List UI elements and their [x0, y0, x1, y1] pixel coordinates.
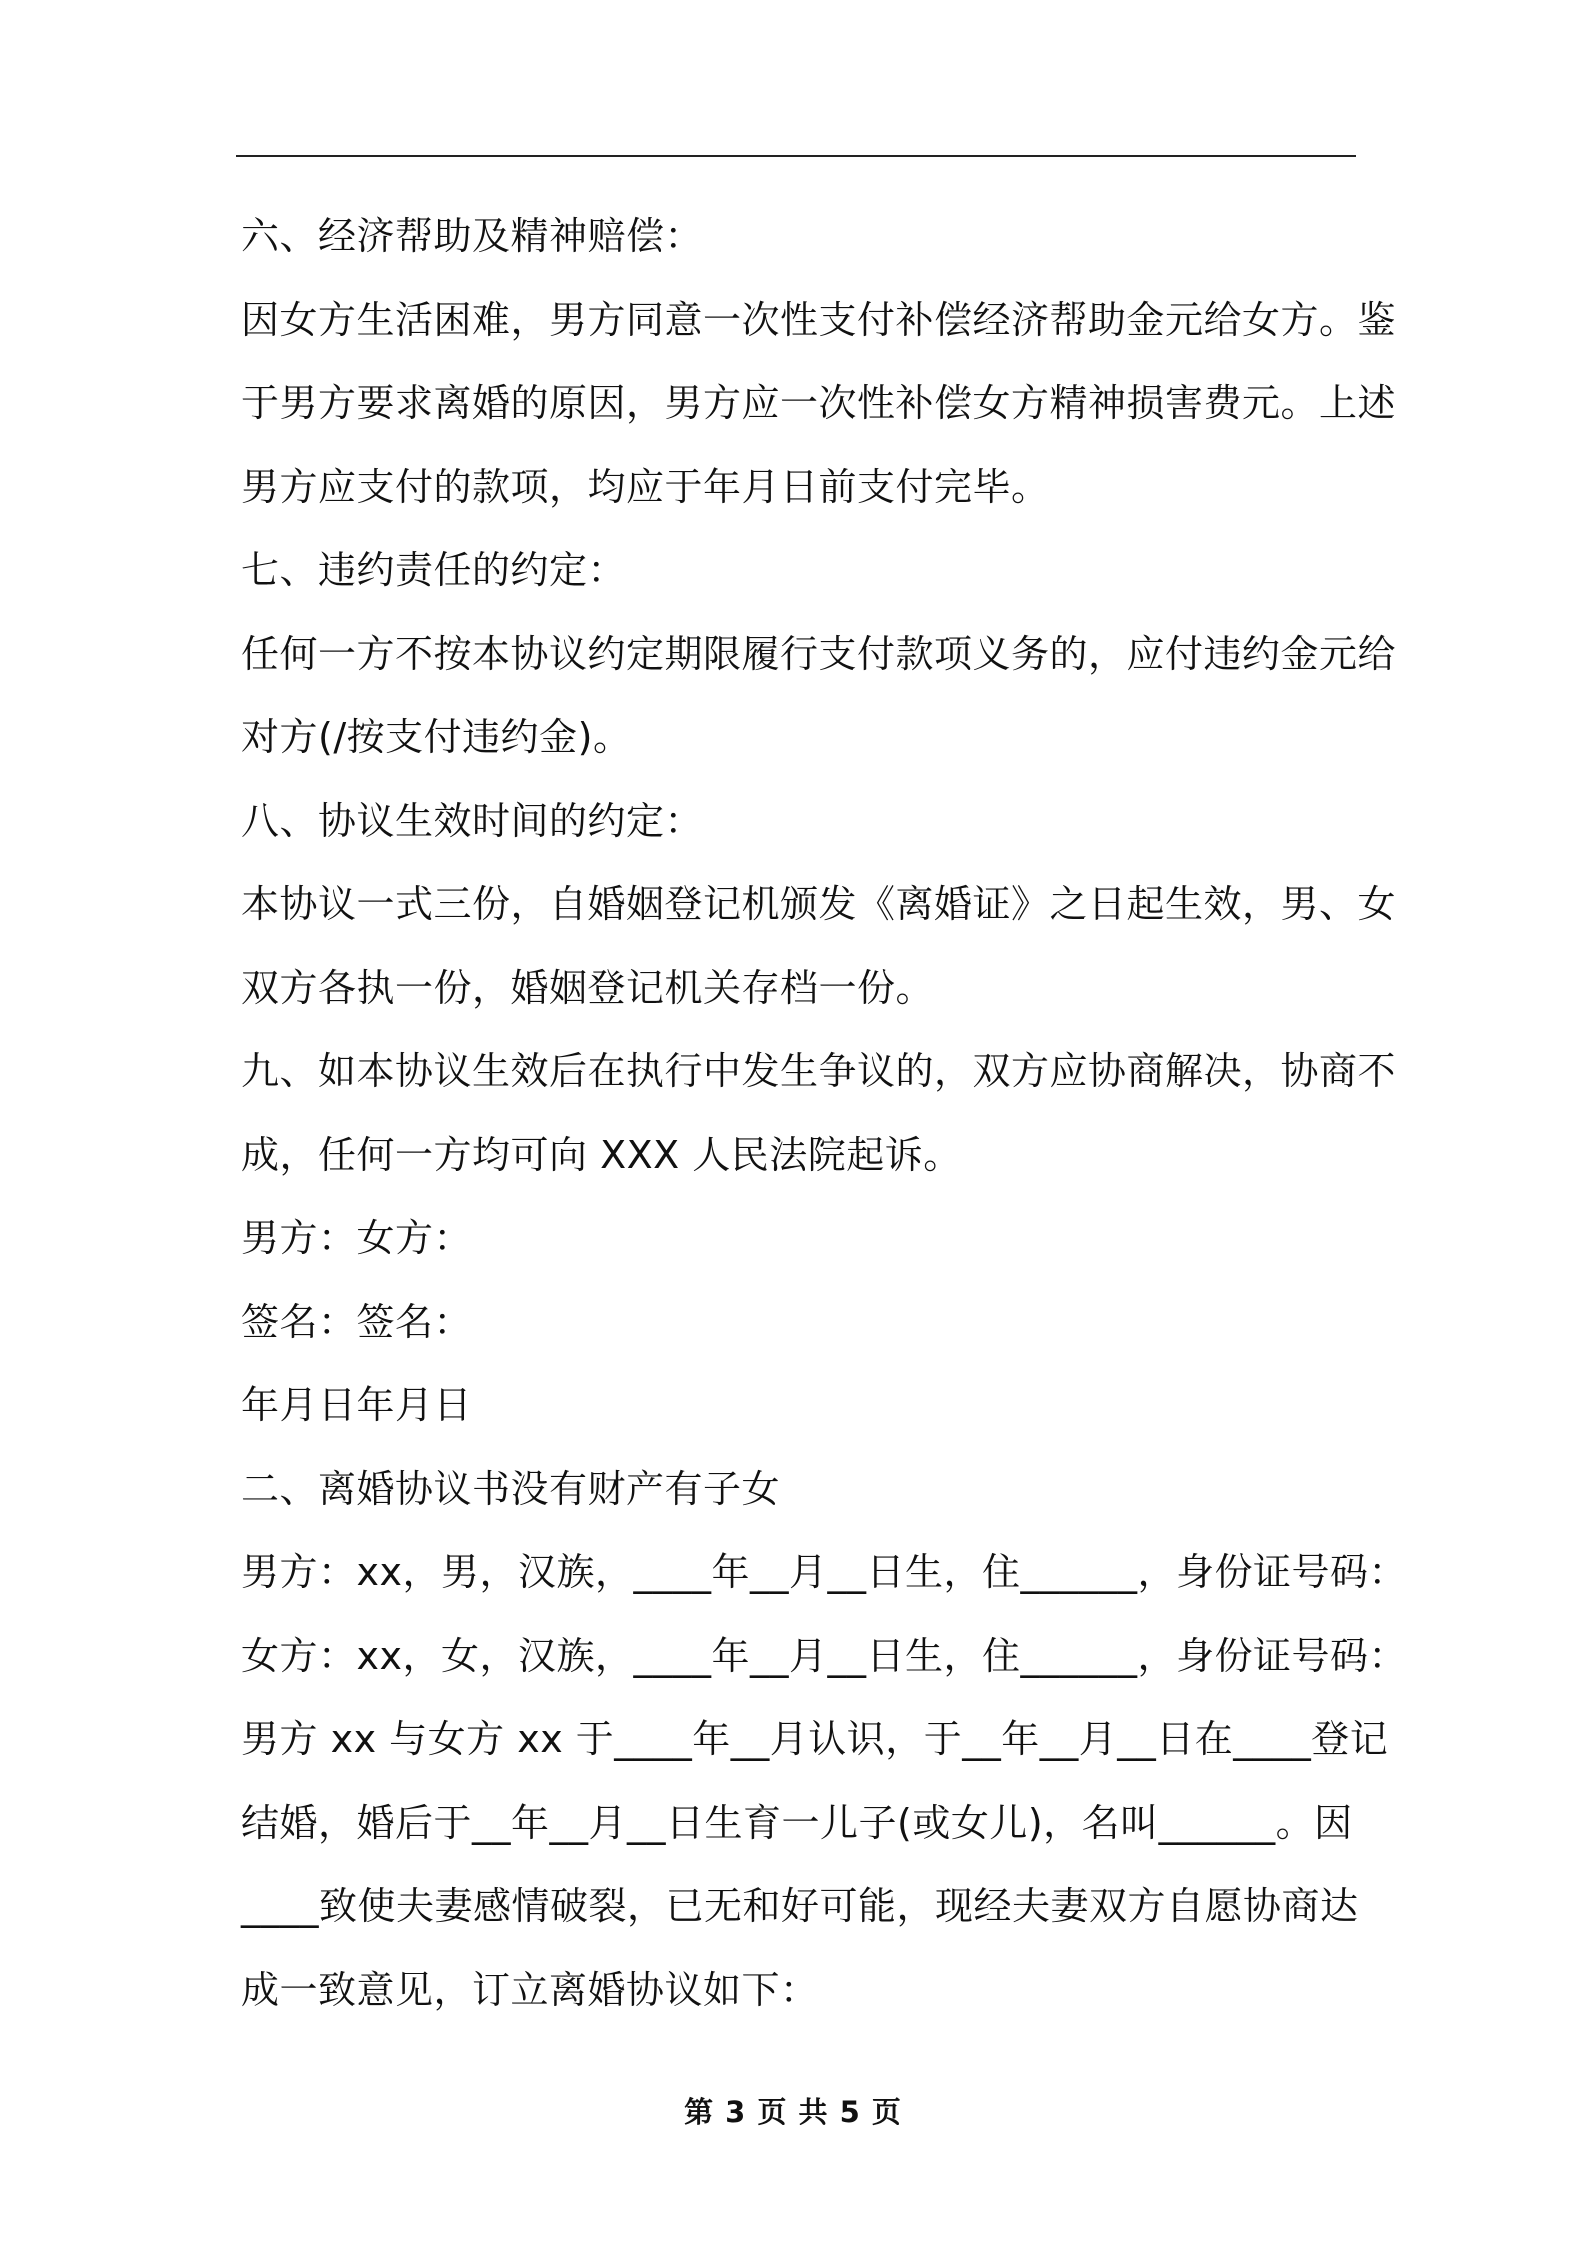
paragraph-line: 因女方生活困难，男方同意一次性支付补偿经济帮助金元给女方。鉴 — [241, 297, 1397, 342]
paragraph-line: 男方：xx，男，汉族，____年__月__日生，住______，身份证号码： — [241, 1550, 1407, 1594]
paragraph-line: 任何一方不按本协议约定期限履行支付款项义务的，应付违约金元给 — [241, 631, 1397, 676]
paragraph-line: 于男方要求离婚的原因，男方应一次性补偿女方精神损害费元。上述 — [241, 381, 1397, 425]
paragraph-line: 双方各执一份，婚姻登记机关存档一份。 — [241, 965, 935, 1010]
paragraph-line: 本协议一式三份，自婚姻登记机颁发《离婚证》之日起生效，男、女 — [241, 882, 1397, 926]
section-heading: 二、离婚协议书没有财产有子女 — [241, 1466, 781, 1511]
paragraph-line: ____致使夫妻感情破裂，已无和好可能，现经夫妻双方自愿协商达 — [241, 1884, 1359, 1928]
paragraph-line: 女方：xx，女，汉族，____年__月__日生，住______，身份证号码： — [241, 1633, 1407, 1678]
header-divider — [236, 155, 1356, 157]
paragraph-line: 成，任何一方均可向 XXX 人民法院起诉。 — [241, 1132, 962, 1177]
paragraph-line: 男方 xx 与女方 xx 于____年__月认识，于__年__月__日在____登记 — [241, 1717, 1389, 1761]
paragraph-line: 结婚，婚后于__年__月__日生育一儿子(或女儿)，名叫______。因 — [241, 1800, 1353, 1845]
section-heading: 六、经济帮助及精神赔偿： — [241, 214, 704, 258]
signature-line: 签名：签名： — [241, 1299, 473, 1344]
page-number: 第 3 页 共 5 页 — [684, 2095, 902, 2129]
signature-parties-line: 男方：女方： — [241, 1216, 473, 1260]
section-heading: 七、违约责任的约定： — [241, 548, 627, 592]
paragraph-line: 成一致意见，订立离婚协议如下： — [241, 1967, 819, 2012]
date-line: 年月日年月日 — [241, 1383, 473, 1427]
paragraph-line: 男方应支付的款项，均应于年月日前支付完毕。 — [241, 464, 1050, 509]
section-heading: 八、协议生效时间的约定： — [241, 798, 704, 843]
paragraph-line: 对方(/按支付违约金)。 — [241, 715, 632, 759]
paragraph-line: 九、如本协议生效后在执行中发生争议的，双方应协商解决，协商不 — [241, 1049, 1397, 1093]
document-body — [241, 195, 1407, 2032]
